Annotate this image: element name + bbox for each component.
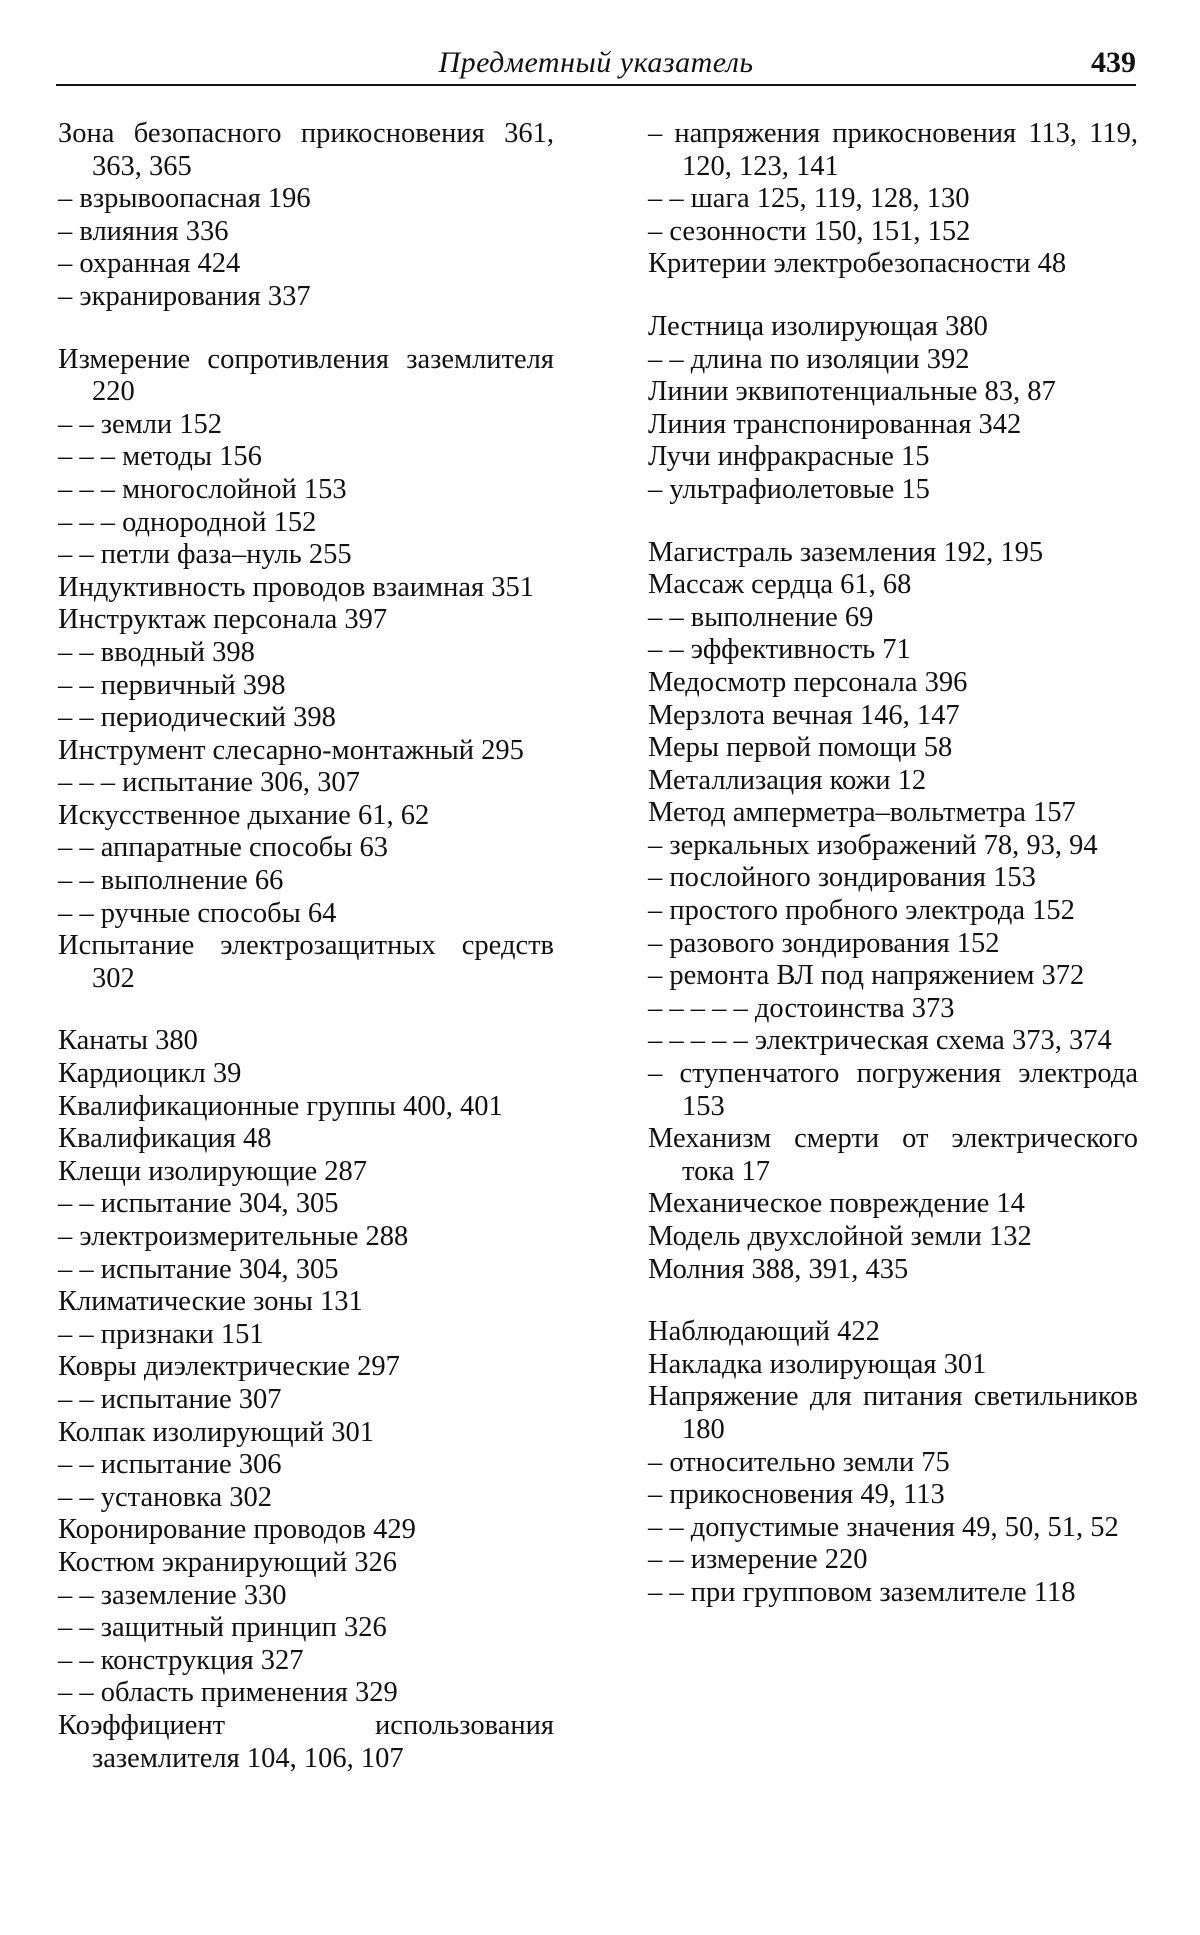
index-entry: – – испытание 304, 305 — [58, 1188, 339, 1220]
index-entry: – – – – – электрическая схема 373, 374 — [648, 1025, 1112, 1057]
index-entry: Колпак изолирующий 301 — [58, 1416, 374, 1448]
index-entry: Модель двухслойной земли 132 — [648, 1221, 1032, 1252]
index-entry: Клещи изолирующие 287 — [58, 1155, 368, 1187]
index-entry: – ультрафиолетовые 15 — [648, 473, 930, 505]
index-entry: – влияния 336 — [58, 215, 229, 247]
index-entry: Линия транспонированная 342 — [648, 408, 1022, 440]
index-column-left — [58, 118, 554, 1775]
index-entry: Индуктивность проводов взаимная 351 — [58, 571, 534, 603]
index-entry: Наблюдающий 422 — [648, 1316, 880, 1348]
index-entry: – – длина по изоляции 392 — [648, 343, 970, 375]
index-entry: – – первичный 398 — [58, 669, 286, 701]
index-entry: – – выполнение 69 — [648, 601, 874, 633]
index-entry: Испытание электрозащитных средств 302 — [58, 930, 554, 994]
index-entry: – – заземление 330 — [58, 1579, 287, 1611]
index-entry: Металлизация кожи 12 — [648, 764, 927, 796]
index-entry: – прикосновения 49, 113 — [648, 1479, 945, 1511]
section-gap — [58, 314, 554, 344]
index-entry: Инструмент слесарно-монтажный 295 — [58, 734, 524, 766]
index-entry: – разового зондирования 152 — [648, 927, 1000, 959]
index-entry: – сезонности 150, 151, 152 — [648, 215, 971, 247]
index-entry: Канаты 380 — [58, 1025, 198, 1057]
index-entry: Коронирование проводов 429 — [58, 1514, 416, 1546]
index-entry: Лучи инфракрасные 15 — [648, 441, 930, 473]
index-entry: Механизм смерти от электрического тока 17 — [648, 1123, 1138, 1187]
index-entry: Механическое повреждение 14 — [648, 1188, 1025, 1220]
page-number: 439 — [1091, 46, 1136, 79]
index-entry: – – допустимые значения 49, 50, 51, 52 — [648, 1511, 1119, 1543]
index-entry: – – ручные способы 64 — [58, 897, 337, 929]
index-entry: Ковры диэлектрические 297 — [58, 1351, 400, 1383]
index-entry: – послойного зондирования 153 — [648, 862, 1036, 894]
index-entry: – – измерение 220 — [648, 1544, 868, 1576]
index-entry: – зеркальных изображений 78, 93, 94 — [648, 829, 1098, 861]
index-entry: – экранирования 337 — [58, 280, 311, 312]
section-gap — [648, 507, 1138, 537]
index-entry: – – вводный 398 — [58, 636, 255, 668]
index-entry: – – – испытание 306, 307 — [58, 767, 360, 799]
index-entry: – – выполнение 66 — [58, 865, 284, 897]
index-entry: Массаж сердца 61, 68 — [648, 569, 912, 601]
index-entry: – – конструкция 327 — [58, 1644, 304, 1676]
index-entry: – – признаки 151 — [58, 1318, 264, 1350]
index-entry: – электроизмерительные 288 — [58, 1221, 409, 1252]
section-gap — [648, 1286, 1138, 1316]
index-entry: Костюм экранирующий 326 — [58, 1546, 397, 1578]
page-header — [56, 44, 1136, 86]
index-entry: Искусственное дыхание 61, 62 — [58, 799, 430, 831]
index-entry: Мерзлота вечная 146, 147 — [648, 699, 960, 731]
index-entry: Квалификация 48 — [58, 1123, 272, 1155]
index-entry: – охранная 424 — [58, 248, 241, 280]
index-entry: – – периодический 398 — [58, 702, 336, 734]
index-entry: – – аппаратные способы 63 — [58, 832, 389, 864]
index-entry: Измерение сопротивления заземлителя 220 — [58, 343, 554, 408]
index-entry: Метод амперметра–вольтметра 157 — [648, 797, 1076, 829]
index-entry: Критерии электробезопасности 48 — [648, 248, 1067, 280]
index-entry: – – испытание 306 — [58, 1449, 282, 1481]
index-entry: – простого пробного электрода 152 — [648, 895, 1075, 927]
index-entry: Линии эквипотенциальные 83, 87 — [648, 376, 1056, 408]
section-gap — [648, 281, 1138, 311]
index-entry: Магистраль заземления 192, 195 — [648, 536, 1044, 568]
index-entry: – относительно земли 75 — [648, 1446, 950, 1478]
section-gap — [58, 995, 554, 1025]
index-entry: – ступенчатого погружения электрода 153 — [648, 1058, 1138, 1122]
index-entry: – – шага 125, 119, 128, 130 — [648, 183, 970, 215]
index-entry: Меры первой помощи 58 — [648, 732, 953, 764]
index-entry: – – – многослойной 153 — [58, 473, 347, 505]
index-entry: – – испытание 307 — [58, 1383, 282, 1415]
index-entry: – – – однородной 152 — [58, 506, 317, 538]
index-entry: – напряжения прикосновения 113, 119, 120, 123, 141 — [648, 118, 1138, 182]
index-entry: Коэффициент использования заземлителя 104, 106, 107 — [58, 1709, 554, 1774]
running-title: Предметный указатель — [438, 46, 754, 79]
index-entry: Лестница изолирующая 380 — [648, 310, 988, 342]
index-entry: – – область применения 329 — [58, 1677, 398, 1709]
index-entry: – ремонта ВЛ под напряжением 372 — [648, 960, 1085, 992]
index-entry: Зона безопасного прикосновения 361, 363, 365 — [58, 118, 554, 182]
index-entry: Медосмотр персонала 396 — [648, 666, 968, 698]
index-entry: – – – – – достоинства 373 — [648, 992, 955, 1024]
index-entry: Климатические зоны 131 — [58, 1286, 363, 1318]
index-entry: – – петли фаза–нуль 255 — [58, 539, 352, 571]
index-entry: Квалификационные группы 400, 401 — [58, 1090, 503, 1122]
index-entry: – – земли 152 — [58, 408, 223, 440]
index-entry: Накладка изолирующая 301 — [648, 1348, 987, 1380]
index-column-right — [648, 118, 1138, 1610]
index-entry: Напряжение для питания светильников 180 — [648, 1381, 1138, 1445]
index-entry: – – эффективность 71 — [648, 634, 911, 666]
index-entry: – – установка 302 — [58, 1481, 273, 1513]
index-entry: – – – методы 156 — [58, 441, 262, 473]
index-entry: – – при групповом заземлителе 118 — [648, 1576, 1076, 1608]
index-entry: – – испытание 304, 305 — [58, 1253, 339, 1285]
index-entry: Инструктаж персонала 397 — [58, 604, 388, 636]
index-entry: Молния 388, 391, 435 — [648, 1253, 909, 1285]
index-entry: Кардиоцикл 39 — [58, 1058, 242, 1090]
index-entry: – – защитный принцип 326 — [58, 1612, 387, 1644]
index-entry: – взрывоопасная 196 — [58, 183, 311, 215]
